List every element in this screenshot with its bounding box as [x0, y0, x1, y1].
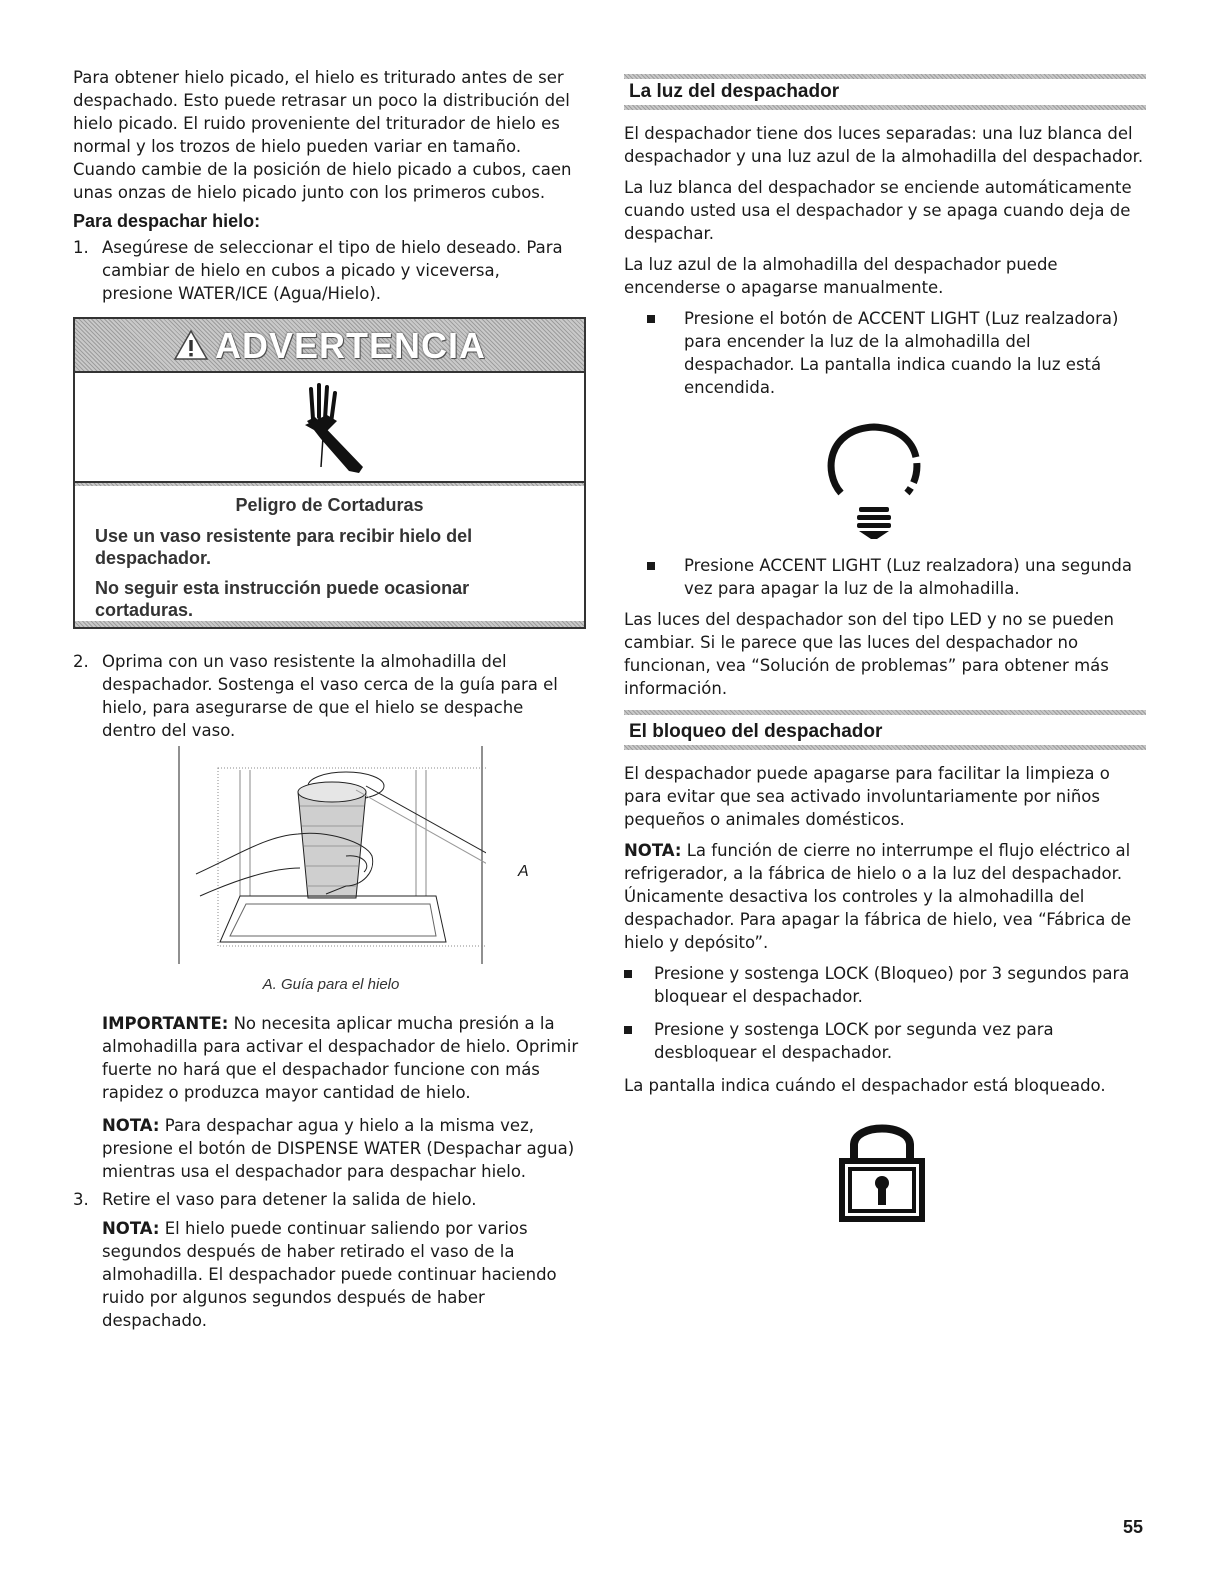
- bullet-square: [624, 1026, 632, 1034]
- light-bullet-2-text: Presione ACCENT LIGHT (Luz realzadora) una segunda vez para apagar la luz de la almohadilla.: [684, 556, 1132, 598]
- bullet-square: [624, 970, 632, 978]
- step-1: [73, 236, 573, 305]
- light-section-bottom-rule: [624, 105, 1146, 110]
- lock-bullet-1: [624, 962, 1146, 1008]
- important-text: No necesita aplicar mucha presión a la almohadilla para activar el despachador de hielo. Oprimir fuerte no hará que el despachador funcione con más rapidez o produzca mayor cantidad de hielo.: [102, 1014, 579, 1102]
- dispenser-illustration: [176, 746, 486, 966]
- lock-section-bottom-rule: [624, 745, 1146, 750]
- lock-note-label: NOTA:: [624, 841, 682, 860]
- light-bullet-1: [624, 307, 1146, 399]
- note-1-paragraph: [102, 1114, 580, 1183]
- warning-banner: [75, 319, 584, 373]
- page-number: 55: [1122, 1517, 1143, 1537]
- important-label: IMPORTANTE:: [102, 1014, 229, 1033]
- lock-section-top-rule: [624, 710, 1146, 715]
- step-3-text: Retire el vaso para detener la salida de hielo.: [102, 1190, 477, 1209]
- important-paragraph: [102, 1012, 580, 1104]
- note-2-paragraph: [102, 1217, 580, 1332]
- lock-note-text: La función de cierre no interrumpe el flujo eléctrico al refrigerador, a la fábrica de hielo o a la luz del despachador. Únicamente desactiva los controles y la almohadilla del despachador. Para apagar la fábrica de hielo, vea “Fábrica de hielo y depósito”.: [624, 841, 1132, 952]
- warning-body: [75, 486, 584, 621]
- light-paragraph-3: La luz azul de la almohadilla del despachador puede encenderse o apagarse manualmente.: [624, 255, 1058, 297]
- note-1-text: Para despachar agua y hielo a la misma vez, presione el botón de DISPENSE WATER (Despachar agua) mientras usa el despachador para despachar hielo.: [102, 1116, 575, 1181]
- right-column: [624, 66, 1146, 1217]
- light-section-title: La luz del despachador: [629, 81, 840, 102]
- lock-paragraph-1: El despachador puede apagarse para facilitar la limpieza o para evitar que sea activado involuntariamente por niños pequeños o animales domésticos.: [624, 764, 1110, 829]
- figure-caption: A. Guía para el hielo: [262, 976, 400, 993]
- step-3-number: 3.: [73, 1190, 89, 1209]
- cut-hand-icon: [293, 381, 369, 475]
- light-paragraph-4: Las luces del despachador son del tipo LED y no se pueden cambiar. Si le parece que las luces del despachador no funcionan, vea “Solución de problemas” para obtener más información.: [624, 610, 1114, 698]
- note-1-label: NOTA:: [102, 1116, 160, 1135]
- warning-line-2: No seguir esta instrucción puede ocasionar cortaduras.: [95, 578, 470, 620]
- intro-paragraph: Para obtener hielo picado, el hielo es triturado antes de ser despachado. Esto puede retrasar un poco la distribución del hielo picado. El ruido proveniente del triturador de hielo es normal y los trozos de hielo pueden variar en tamaño. Cuando cambie de la posición de hielo picado a cubos, caen unas onzas de hielo picado junto con los primeros cubos.: [73, 68, 572, 202]
- warning-pictogram-area: [75, 373, 584, 483]
- left-column-top: [73, 66, 573, 305]
- step-1-number: 1.: [73, 238, 89, 257]
- left-column-bottom: [102, 1012, 580, 1193]
- lock-paragraph-2: La pantalla indica cuándo el despachador está bloqueado.: [624, 1076, 1106, 1095]
- lock-section-title: El bloqueo del despachador: [629, 721, 883, 742]
- lock-bullet-1-text: Presione y sostenga LOCK (Bloqueo) por 3 segundos para bloquear el despachador.: [654, 964, 1130, 1006]
- note-2-label: NOTA:: [102, 1219, 160, 1238]
- warning-triangle-icon: [173, 329, 209, 361]
- padlock-icon: [836, 1111, 928, 1223]
- light-paragraph-1: El despachador tiene dos luces separadas: una luz blanca del despachador y una luz azul de la almohadilla del despachador.: [624, 124, 1144, 166]
- step-2-number: 2.: [73, 652, 89, 671]
- bullet-square: [647, 562, 655, 570]
- lock-bullet-2: [624, 1018, 1146, 1064]
- light-paragraph-2: La luz blanca del despachador se enciende automáticamente cuando usted usa el despachador y se apaga cuando deja de despachar.: [624, 178, 1132, 243]
- light-bulb-figure: [624, 409, 1146, 554]
- warning-bottom-bar: [75, 621, 584, 627]
- lock-bullet-2-text: Presione y sostenga LOCK por segunda vez para desbloquear el despachador.: [654, 1020, 1054, 1062]
- warning-line-1: Use un vaso resistente para recibir hielo del despachador.: [95, 526, 473, 568]
- left-column-step-3: [73, 1188, 580, 1332]
- left-column-step-2: [73, 650, 573, 742]
- note-2-text: El hielo puede continuar saliendo por varios segundos después de haber retirado el vaso de la almohadilla. El despachador puede continuar haciendo ruido por algunos segundos después de haber despachado.: [102, 1219, 557, 1330]
- lock-figure: [624, 1097, 1146, 1217]
- bullet-square: [647, 315, 655, 323]
- light-bullet-1-text: Presione el botón de ACCENT LIGHT (Luz realzadora) para encender la luz de la almohadilla del despachador. La pantalla indica cuando la luz está encendida.: [684, 309, 1119, 397]
- light-bullet-2: [624, 554, 1146, 600]
- dispense-ice-heading: Para despachar hielo:: [73, 211, 261, 231]
- step-2: [73, 650, 573, 742]
- warning-subtitle: Peligro de Cortaduras: [235, 495, 424, 515]
- warning-box: [73, 317, 586, 629]
- warning-title: ADVERTENCIA: [214, 324, 486, 366]
- figure-callout-a: A: [518, 863, 529, 880]
- lock-note-paragraph: [624, 839, 1146, 954]
- step-3: [73, 1188, 580, 1332]
- step-1-text: Asegúrese de seleccionar el tipo de hielo deseado. Para cambiar de hielo en cubos a picado y viceversa, presione WATER/ICE (Agua/Hielo).: [102, 238, 563, 303]
- step-2-text: Oprima con un vaso resistente la almohadilla del despachador. Sostenga el vaso cerca de la guía para el hielo, para asegurarse de que el hielo se despache dentro del vaso.: [102, 652, 558, 740]
- light-bulb-icon: [819, 417, 929, 547]
